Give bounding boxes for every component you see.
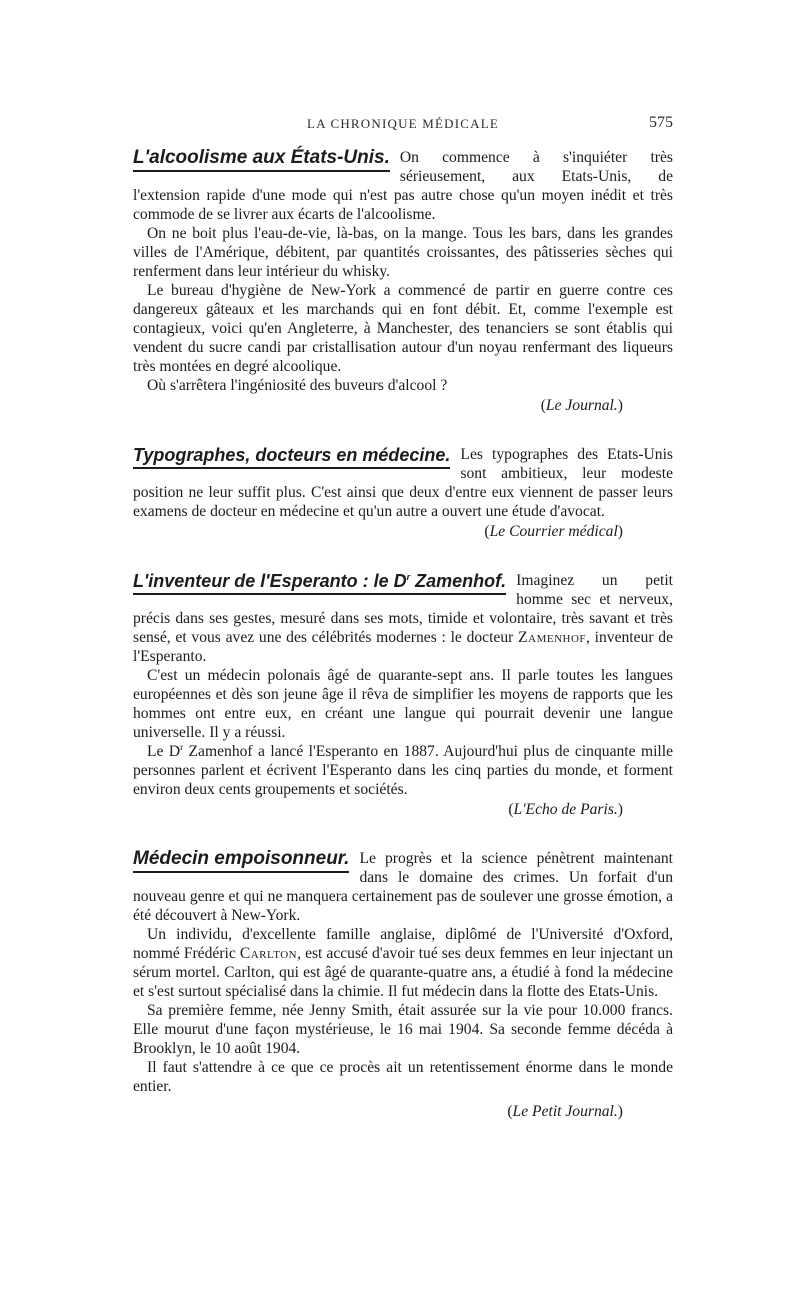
article-source: (Le Journal.) <box>540 397 623 414</box>
person-name: Carlton <box>239 945 298 962</box>
article-source: (Le Petit Journal.) <box>507 1103 623 1120</box>
article-heading: L'alcoolisme aux États-Unis. <box>133 148 390 172</box>
running-head <box>133 116 673 136</box>
article-esperanto <box>133 571 673 819</box>
paragraph <box>133 742 673 799</box>
paragraph: Le progrès et la science pénètrent maintenant dans le domaine des crimes. Un forfait d'un nouveau genre et qui ne manquera certainement pas de soulever une grosse émotion, a été découvert à New-York. <box>133 850 673 924</box>
superscript: r <box>180 741 184 752</box>
page-content <box>133 148 673 1121</box>
article-medecin-empoisonneur <box>133 849 673 1121</box>
journal-title: LA CHRONIQUE MÉDICALE <box>306 116 500 131</box>
heading-text: Zamenhof. <box>410 571 507 591</box>
article-heading: Médecin empoisonneur. <box>133 849 349 873</box>
paragraph-text: Imaginez un petit homme sec et nerveux, précis dans ses gestes, mesuré dans ses mots, timide et volontaire, très savant et très sensé, et vous avez une des célébrités modernes : le docteur <box>133 572 673 646</box>
paragraph: On ne boit plus l'eau-de-vie, là-bas, on la mange. Tous les bars, dans les grandes villes de l'Amérique, débitent, par quantités croissantes, des pâtisseries sèches qui renferment dans leur intérieur du whisky. <box>133 225 673 280</box>
paragraph: Sa première femme, née Jenny Smith, était assurée sur la vie pour 10.000 francs. Elle mourut d'une façon mystérieuse, le 16 mai 1904. Sa seconde femme décéda à Brooklyn, le 10 août 1904. <box>133 1002 673 1057</box>
article-heading <box>133 571 506 595</box>
paragraph: Où s'arrêtera l'ingéniosité des buveurs d'alcool ? <box>147 377 448 394</box>
heading-text: L'inventeur de l'Esperanto : le D <box>133 571 407 591</box>
article-source: (Le Courrier médical) <box>484 523 623 540</box>
paragraph: On commence à s'inquiéter très sérieusement, aux Etats-Unis, de l'extension rapide d'une mode qui n'est pas autre chose qu'un moyen inédit et très commode de se livrer aux écarts de l'alcoolisme. <box>133 149 673 223</box>
article-typographes <box>133 445 673 541</box>
paragraph-text: Zamenhof a lancé l'Esperanto en 1887. Aujourd'hui plus de cinquante mille personnes parlent et écrivent l'Esperanto dans les cinq parties du monde, et forment environ deux cents groupements et sociétés. <box>133 743 673 798</box>
article-heading: Typographes, docteurs en médecine. <box>133 445 450 469</box>
source-name: Le Journal. <box>545 397 618 414</box>
source-name: L'Echo de Paris. <box>513 801 618 818</box>
paragraph-text: Le D <box>147 743 181 760</box>
person-name: Zamenhof <box>518 629 587 646</box>
paragraph-text: Un individu, d'excellente famille anglaise, diplômé de l'Université d'Oxford, nommé Frédéric <box>133 926 673 962</box>
paragraph: Le bureau d'hygiène de New-York a commencé de partir en guerre contre ces dangereux gâteaux et les marchands qui en font débit. Et, comme l'exemple est contagieux, voici qu'en Angleterre, à Manchester, des tenanciers se sont établis qui vendent du sucre candi par cristallisation autour d'un noyau renfermant des liqueurs très montées en degré alcoolique. <box>133 282 673 375</box>
paragraph <box>133 925 673 1001</box>
paragraph-text: , inventeur de l'Esperanto. <box>133 629 673 665</box>
source-name: Le Petit Journal. <box>512 1103 618 1120</box>
paragraph: Les typographes des Etats-Unis sont ambitieux, leur modeste position ne leur suffit plus. C'est ainsi que deux d'entre eux viennent de passer leurs examens de docteur en médecine et qu'un autre a ouvert une étude d'avocat. <box>133 446 673 520</box>
paragraph: Il faut s'attendre à ce que ce procès ait un retentissement énorme dans le monde entier. <box>133 1059 673 1095</box>
page-number: 575 <box>649 114 673 131</box>
heading-superscript: r <box>406 572 411 582</box>
source-name: Le Courrier médical <box>489 523 618 540</box>
article-alcoolisme <box>133 148 673 415</box>
paragraph-text: , est accusé d'avoir tué ses deux femmes en leur injectant un sérum mortel. Carlton, qui est âgé de quarante-quatre ans, a étudié à fond la médecine et s'est surtout spécialisé dans la chimie. Il fut médecin dans la flotte des Etats-Unis. <box>133 945 673 1000</box>
paragraph: C'est un médecin polonais âgé de quarante-sept ans. Il parle toutes les langues européennes et dès son jeune âge il rêva de simplifier les moyens de rapports que les hommes ont entre eux, en créant une langue qui pourrait devenir une langue universelle. Il y a réussi. <box>133 667 673 741</box>
article-source: (L'Echo de Paris.) <box>508 801 623 818</box>
